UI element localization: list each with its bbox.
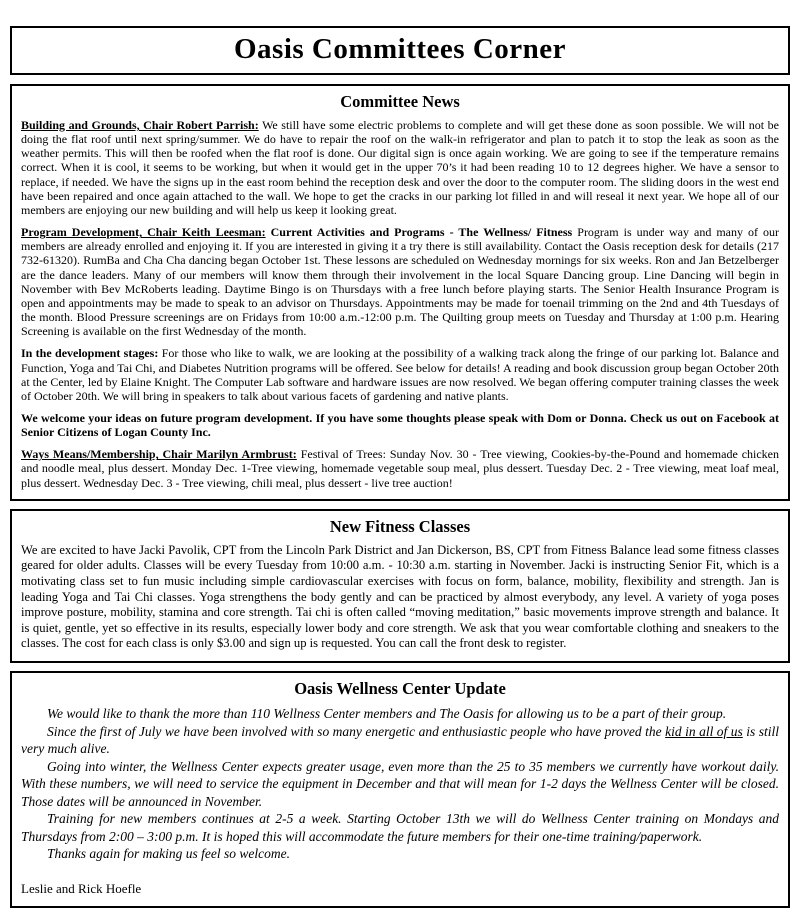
fitness-classes-body: We are excited to have Jacki Pavolik, CPT from the Lincoln Park District and Jan Dickerson, BS, CPT from Fitness Balance lead some fitness classes geared for older adults. Classes will be every Tuesday from 10:00 a.m. - 10:30 a.m. starting in November. Jacki is instructing Senior Fit, which is a motivating class set to fun music including simple cardiovascular exercises with focus on form, balance, mobility, flexibility and strength. Jan is leading Yoga and Tai Chi classes. Yoga strengthens the body gently and can be practiced by almost everybody, any level. A variety of yoga poses improve posture, mobility, stamina and core strength. Tai chi is often called “moving meditation,” basic movements improve strength and balance. It is quiet, gentle, yet so effective in its results, especially lower body and core strength. We ask that you wear comfortable clothing and sneakers to the classes. The cost for each class is only $3.00 and sign up is requested. You can call the front desk to register. (21, 542, 779, 651)
wellness-update-section (10, 671, 790, 908)
committee-news-heading: Committee News (340, 92, 460, 111)
welcome-ideas-paragraph (21, 411, 779, 439)
fitness-classes-paragraph (21, 543, 779, 652)
development-stages-paragraph (21, 346, 779, 403)
committee-news-section (10, 84, 790, 501)
page-title: Oasis Committees Corner (233, 33, 567, 65)
wellness-p1-text: We would like to thank the more than 110 Wellness Center members and The Oasis for allowing us to be a part of their group. (47, 706, 727, 722)
fitness-classes-heading: New Fitness Classes (329, 516, 471, 536)
wellness-p4-text: Training for new members continues at 2-5 a week. Starting October 13th we will do Wellness Center training on Mondays and Thursdays from 2:00 – 3:00 p.m. It is hoped this will accommodate the future members for their one-time training/paperwork. (21, 811, 779, 844)
wellness-paragraph-5 (21, 845, 779, 863)
building-grounds-lead: Building and Grounds, Chair Robert Parrish: (21, 118, 259, 132)
fitness-classes-section (10, 509, 790, 663)
welcome-ideas-body: We welcome your ideas on future program development. If you have some thoughts please speak with Dom or Donna. Check us out on Facebook at Senior Citizens of Logan County Inc. (21, 410, 779, 440)
wellness-p2-pre: Since the first of July we have been involved with so many energetic and enthusiastic people who have proved the (47, 723, 662, 739)
page-title-box (10, 26, 790, 75)
program-development-paragraph (21, 225, 779, 338)
wellness-p5-text: Thanks again for making us feel so welcome. (47, 846, 290, 862)
development-stages-lead: In the development stages: (21, 346, 159, 361)
wellness-paragraph-3 (21, 758, 779, 811)
development-stages-body: For those who like to walk, we are looking at the possibility of a walking track along the fringe of our parking lot. Balance and Function, Yoga and Tai Chi, and Diabetes Nutrition programs will be offered. See below for details! A reading and book discussion group began October 20th at the Center, led by Elaine Knight. The Computer Lab software and hardware issues are now resolved. We began offering computer training classes the week of October 20th. We will bring in speakers to talk about various facets of gardening and native plants. (21, 346, 779, 403)
building-grounds-body: We still have some electric problems to complete and will get these done as soon possible. We will not be doing the flat roof until next spring/summer. We do have to repair the roof on the walk-in refrigerator and plan to patch it to stop the leak as soon as the weather permits. This will then be roofed when the flat roof is done. Our digital sign is once again working. We are going to see if the temperature remains correct. When it is cool, it seems to be working, but when it would get in the upper 70’s it had been reading 10 to 12 degrees higher. We have a sensor to replace, if needed. We have the signs up in the east room behind the reception desk and over the door to the computer room. The sliding doors in the west end have been repaired and once again attached to the wall. We hope to get the cracks in our parking lot filled in and will reseal it next year. We hope all of our members are enjoying our new building and will help us keep it looking great. (21, 118, 779, 217)
program-development-lead: Program Development, Chair Keith Leesman: (21, 225, 266, 240)
program-development-bold-intro: Current Activities and Programs - The Wellness/ Fitness (270, 225, 573, 240)
wellness-p3-text: Going into winter, the Wellness Center expects greater usage, even more than the 25 to 35 members we currently have workout daily. With these numbers, we will need to service the equipment in December and that will mean for 1-2 days the Wellness Center will be closed. Those dates will be announced in November. (21, 758, 779, 809)
wellness-paragraph-1 (21, 705, 779, 723)
wellness-signature: Leslie and Rick Hoefle (21, 880, 142, 896)
building-grounds-paragraph (21, 118, 779, 217)
wellness-p2-post: is still very much alive. (21, 723, 780, 757)
ways-means-paragraph (21, 447, 779, 489)
wellness-paragraph-2 (21, 723, 779, 758)
wellness-paragraph-4 (21, 810, 779, 845)
program-development-body: Program is under way and many of our members are already enrolled and enjoying it. If you are interested in giving it a try there is still availability. Contact the Oasis reception desk for details (217 732-61320). RumBa and Cha Cha dancing began October 1st. These lessons are scheduled on Wednesday mornings for six weeks. Ron and Jan Betzelberger are the dance leaders. Many of our members will know them through their involvement in the local Square Dancing group. Line Dancing will begin in November with Bev McRoberts leading. Daytime Bingo is on Thursdays with a free lunch before playing starts. The Senior Health Insurance Program is open and appointments may be made to speak to an advisor on Thursdays. Appointments may be made for toenail trimming on the 2nd and 4th Tuesdays of the month. Blood Pressure screenings are on Fridays from 10:00 a.m.-12:00 p.m. The Quilting group meets on Tuesday and Thursday at 1:00 p.m. Hearing Screening is available on the first Wednesday of the month. (21, 225, 780, 339)
ways-means-body: Festival of Trees: Sunday Nov. 30 - Tree viewing, Cookies-by-the-Pound and homemade chicken and noodle meal, plus dessert. Monday Dec. 1-Tree viewing, homemade vegetable soup meal, plus dessert. Tuesday Dec. 2 - Tree viewing, meat loaf meal, plus dessert. Wednesday Dec. 3 - Tree viewing, chili meal, plus dessert - live tree auction! (21, 447, 780, 490)
wellness-p2-underlined-phrase: kid in all of us (665, 723, 743, 739)
ways-means-lead: Ways Means/Membership, Chair Marilyn Armbrust: (21, 447, 297, 462)
wellness-update-heading: Oasis Wellness Center Update (294, 679, 506, 699)
